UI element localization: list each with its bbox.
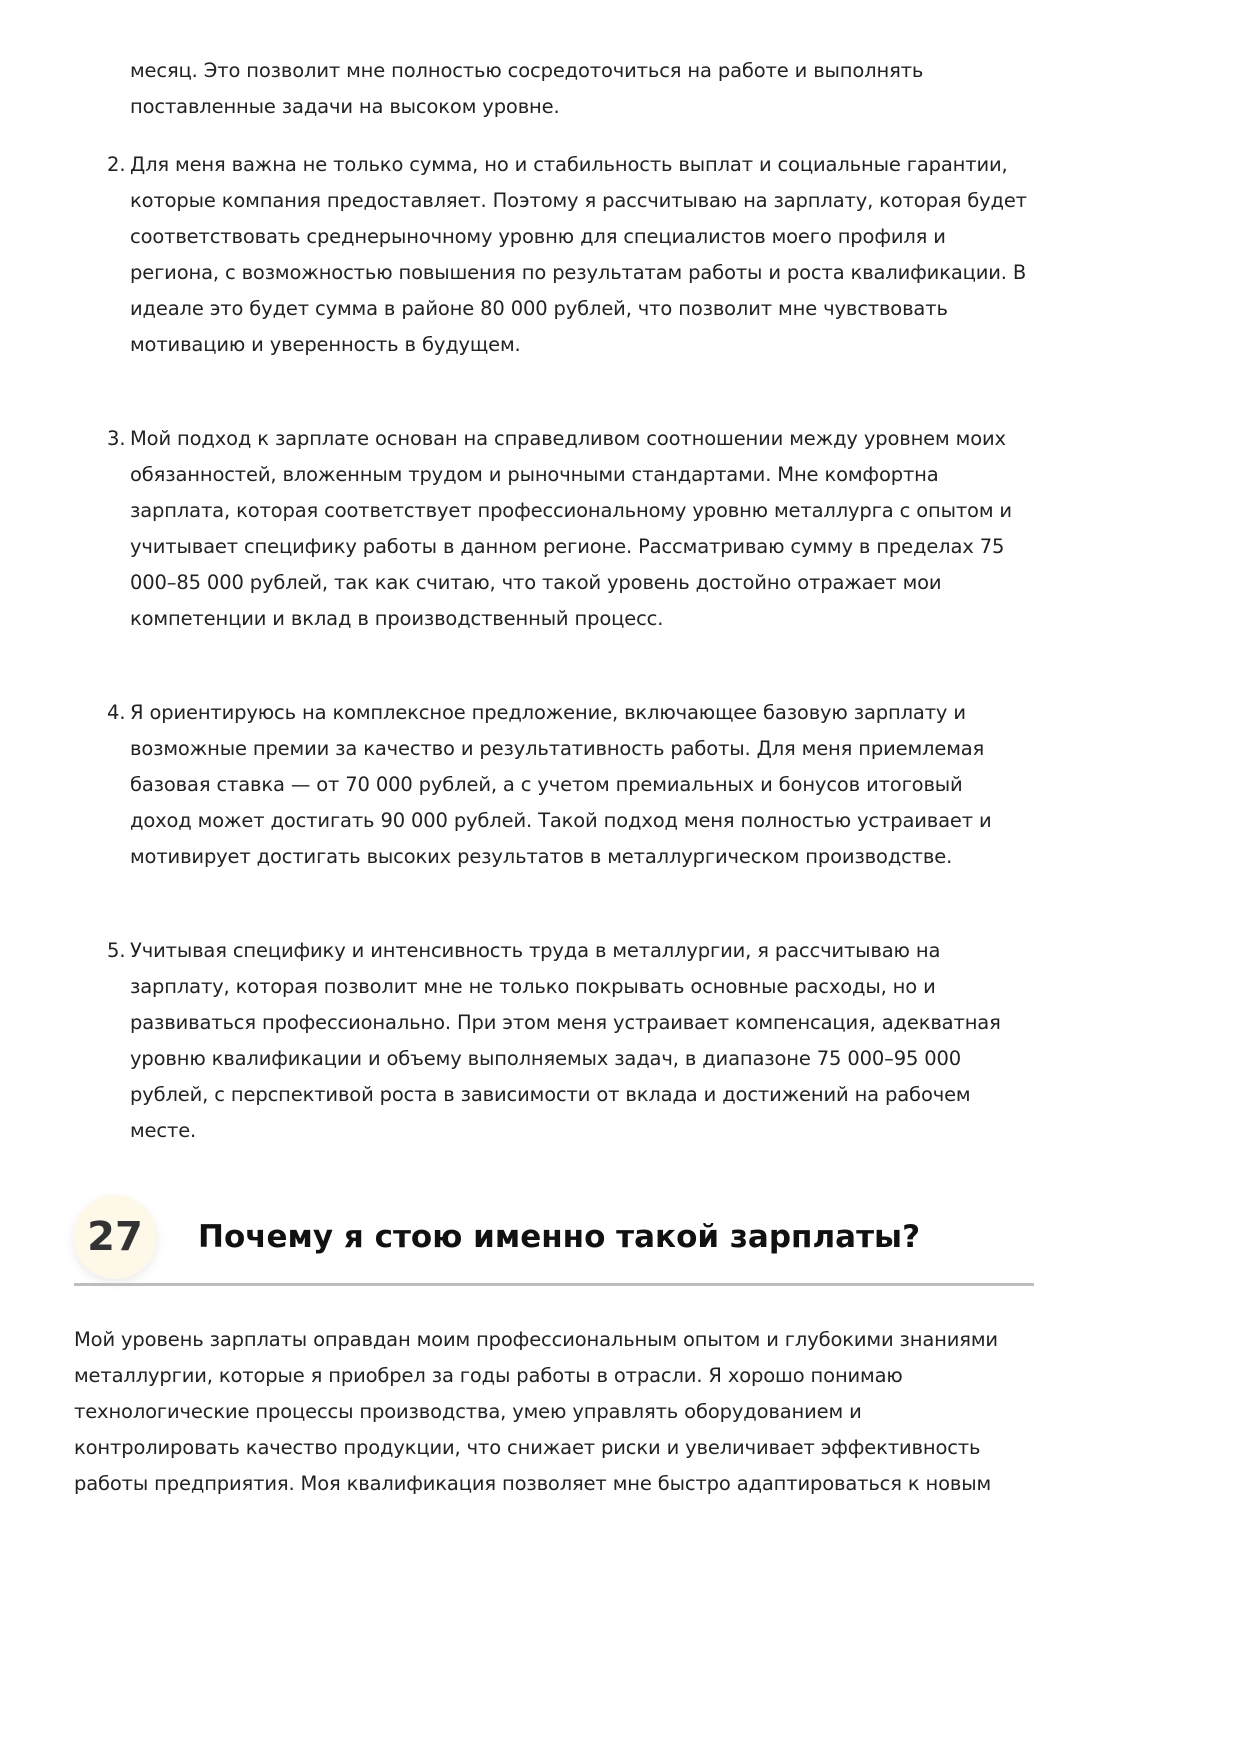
text-line: мотивацию и уверенность в будущем. (130, 333, 521, 356)
text-line: идеале это будет сумма в районе 80 000 рублей, что позволит мне чувствовать (130, 297, 948, 320)
list-number: 2. (107, 153, 126, 176)
text-line: Для меня важна не только сумма, но и стабильность выплат и социальные гарантии, (130, 153, 1008, 176)
text-line: работы предприятия. Моя квалификация позволяет мне быстро адаптироваться к новым (74, 1472, 992, 1495)
text-line: металлургии, которые я приобрел за годы работы в отрасли. Я хорошо понимаю (74, 1364, 903, 1387)
text-line: 000–85 000 рублей, так как считаю, что такой уровень достойно отражает мои (130, 571, 942, 594)
text-line: месяц. Это позволит мне полностью сосредоточиться на работе и выполнять (130, 59, 924, 82)
text-line: месте. (130, 1119, 197, 1142)
section-number-badge: 27 (73, 1195, 157, 1279)
text-line: мотивирует достигать высоких результатов в металлургическом производстве. (130, 845, 953, 868)
text-line: технологические процессы производства, умею управлять оборудованием и (74, 1400, 862, 1423)
text-line: обязанностей, вложенным трудом и рыночными стандартами. Мне комфортна (130, 463, 939, 486)
text-line: компетенции и вклад в производственный процесс. (130, 607, 664, 630)
text-line: базовая ставка — от 70 000 рублей, а с учетом премиальных и бонусов итоговый (130, 773, 963, 796)
text-line: развиваться профессионально. При этом меня устраивает компенсация, адекватная (130, 1011, 1001, 1034)
list-number: 4. (107, 701, 126, 724)
section-heading: Почему я стою именно такой зарплаты? (198, 1219, 921, 1255)
text-line: которые компания предоставляет. Поэтому я рассчитываю на зарплату, которая будет (130, 189, 1027, 212)
text-line: Мой подход к зарплате основан на справедливом соотношении между уровнем моих (130, 427, 1006, 450)
text-line: контролировать качество продукции, что снижает риски и увеличивает эффективность (74, 1436, 981, 1459)
text-line: зарплата, которая соответствует профессиональному уровню металлурга с опытом и (130, 499, 1012, 522)
text-line: доход может достигать 90 000 рублей. Такой подход меня полностью устраивает и (130, 809, 992, 832)
text-line: уровню квалификации и объему выполняемых задач, в диапазоне 75 000–95 000 (130, 1047, 962, 1070)
text-line: Я ориентируюсь на комплексное предложение, включающее базовую зарплату и (130, 701, 966, 724)
text-line: региона, с возможностью повышения по результатам работы и роста квалификации. В (130, 261, 1027, 284)
list-number: 3. (107, 427, 126, 450)
text-line: зарплату, которая позволит мне не только покрывать основные расходы, но и (130, 975, 936, 998)
heading-divider (74, 1283, 1034, 1286)
text-line: возможные премии за качество и результативность работы. Для меня приемлемая (130, 737, 985, 760)
text-line: рублей, с перспективой роста в зависимости от вклада и достижений на рабочем (130, 1083, 971, 1106)
list-number: 5. (107, 939, 126, 962)
text-line: Учитывая специфику и интенсивность труда в металлургии, я рассчитываю на (130, 939, 941, 962)
text-line: соответствовать среднерыночному уровню для специалистов моего профиля и (130, 225, 946, 248)
text-line: поставленные задачи на высоком уровне. (130, 95, 560, 118)
text-line: учитывает специфику работы в данном регионе. Рассматриваю сумму в пределах 75 (130, 535, 1005, 558)
text-line: Мой уровень зарплаты оправдан моим профессиональным опытом и глубокими знаниями (74, 1328, 998, 1351)
